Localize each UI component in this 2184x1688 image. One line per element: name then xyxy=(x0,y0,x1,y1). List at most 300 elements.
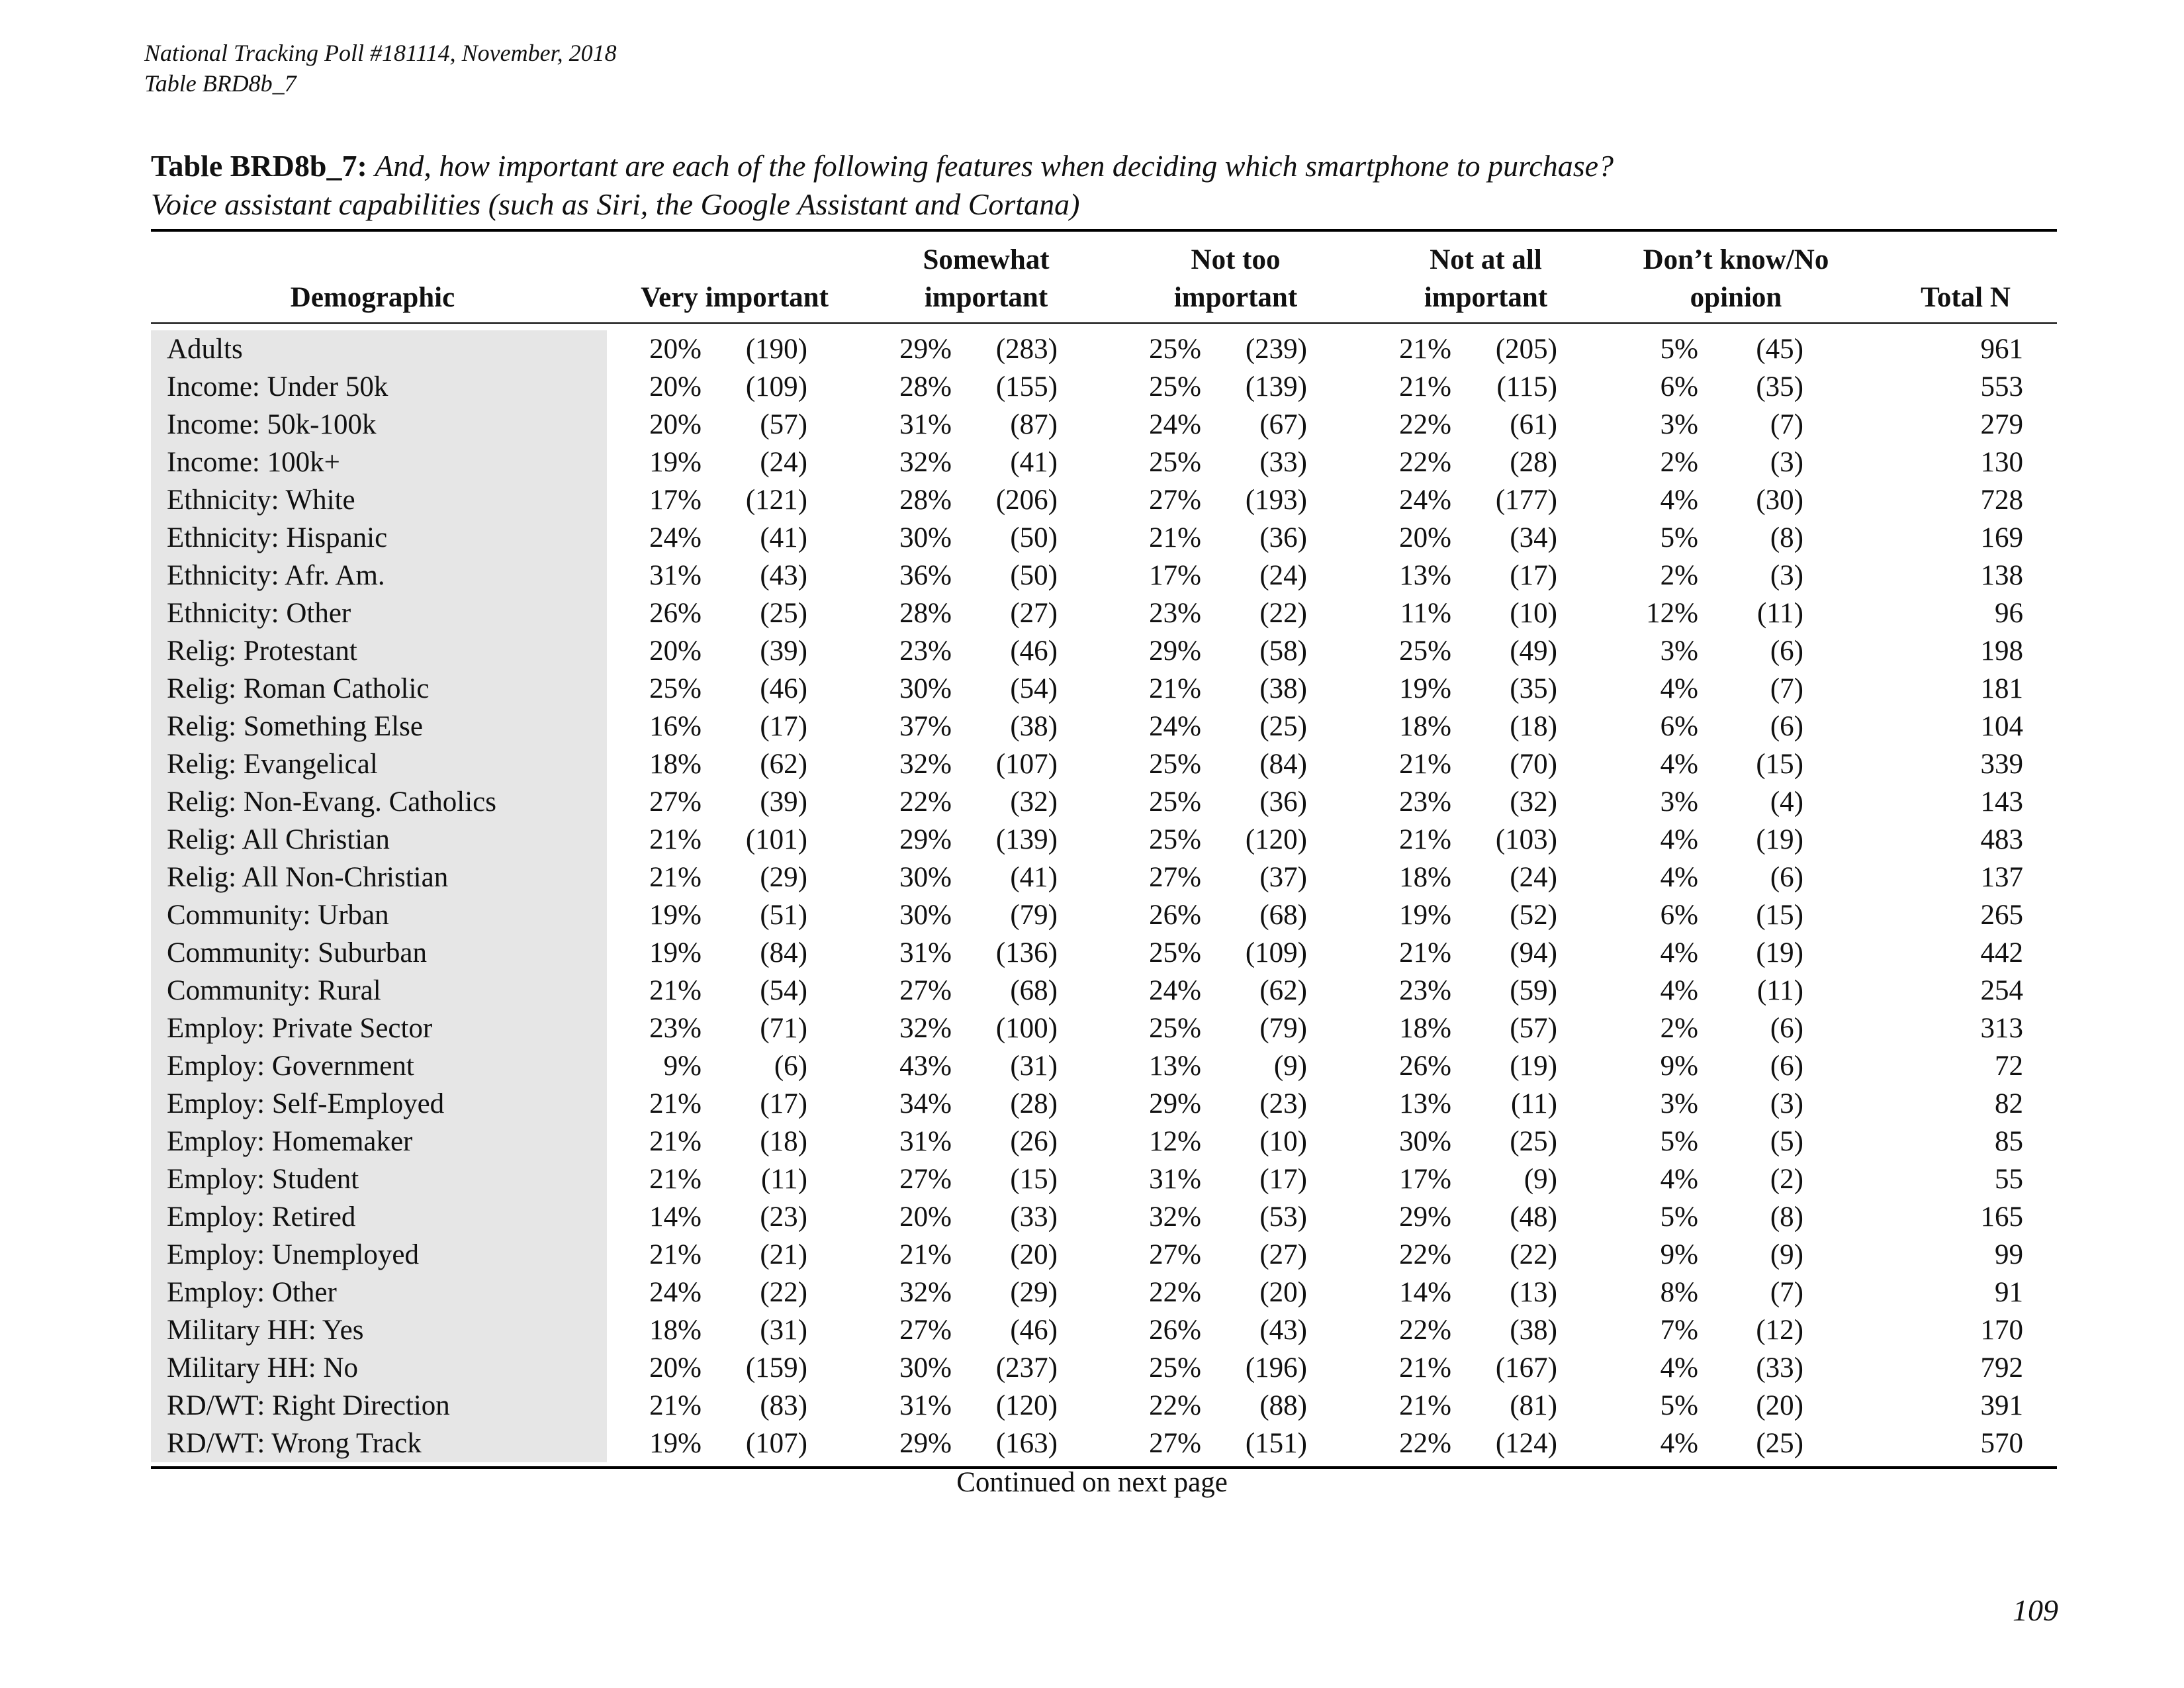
cell-total-n: 104 xyxy=(1980,711,2023,742)
cell-not-at-all-pct: 18% xyxy=(1399,1013,1451,1044)
table-row xyxy=(151,406,2057,444)
cell-dont-know-n: (35) xyxy=(1756,371,1803,402)
col-header-not-at-all-line2: important xyxy=(1424,282,1548,313)
cell-very-important-n: (17) xyxy=(760,1088,807,1119)
cell-not-at-all-n: (24) xyxy=(1510,862,1557,893)
cell-not-at-all-pct: 22% xyxy=(1399,1428,1451,1459)
cell-very-important-pct: 20% xyxy=(649,1352,702,1383)
table-row xyxy=(151,481,2057,519)
cell-very-important-n: (21) xyxy=(760,1239,807,1270)
cell-not-too-pct: 25% xyxy=(1149,334,1201,365)
cell-not-too-n: (43) xyxy=(1259,1315,1307,1346)
cell-very-important-n: (24) xyxy=(760,447,807,478)
cell-not-too-pct: 25% xyxy=(1149,786,1201,818)
cell-not-at-all-n: (52) xyxy=(1510,900,1557,931)
cell-very-important-n: (43) xyxy=(760,560,807,591)
col-header-dont-know-line1: Don’t know/No xyxy=(1643,244,1829,275)
table-row xyxy=(151,1009,2057,1047)
cell-very-important-pct: 9% xyxy=(663,1051,702,1082)
cell-very-important-pct: 21% xyxy=(649,1164,702,1195)
cell-not-too-pct: 12% xyxy=(1149,1126,1201,1157)
row-label: Military HH: No xyxy=(151,1349,607,1387)
cell-very-important-n: (62) xyxy=(760,749,807,780)
cell-very-important-pct: 21% xyxy=(649,1126,702,1157)
cell-not-at-all-pct: 14% xyxy=(1399,1277,1451,1308)
cell-not-at-all-pct: 21% xyxy=(1399,1390,1451,1421)
table-row xyxy=(151,557,2057,594)
cell-very-important-pct: 17% xyxy=(649,485,702,516)
cell-not-too-n: (58) xyxy=(1259,635,1307,667)
cell-dont-know-n: (3) xyxy=(1770,447,1803,478)
cell-very-important-pct: 19% xyxy=(649,900,702,931)
cell-not-too-n: (62) xyxy=(1259,975,1307,1006)
cell-total-n: 169 xyxy=(1980,522,2023,553)
cell-not-at-all-n: (94) xyxy=(1510,937,1557,968)
cell-dont-know-pct: 5% xyxy=(1660,334,1698,365)
cell-not-too-pct: 21% xyxy=(1149,673,1201,704)
table-row xyxy=(151,1047,2057,1085)
cell-dont-know-n: (20) xyxy=(1756,1390,1803,1421)
table-row xyxy=(151,670,2057,708)
cell-somewhat-n: (120) xyxy=(995,1390,1058,1421)
cell-not-at-all-pct: 22% xyxy=(1399,447,1451,478)
cell-somewhat-pct: 30% xyxy=(899,522,952,553)
cell-dont-know-pct: 12% xyxy=(1646,598,1698,629)
row-label: Employ: Student xyxy=(151,1160,607,1198)
cell-not-at-all-n: (124) xyxy=(1495,1428,1557,1459)
table-row xyxy=(151,1311,2057,1349)
cell-somewhat-pct: 29% xyxy=(899,1428,952,1459)
row-label: Employ: Other xyxy=(151,1274,607,1311)
cell-total-n: 792 xyxy=(1980,1352,2023,1383)
cell-very-important-n: (39) xyxy=(760,786,807,818)
cell-somewhat-n: (100) xyxy=(995,1013,1058,1044)
cell-not-too-pct: 25% xyxy=(1149,371,1201,402)
cell-dont-know-pct: 9% xyxy=(1660,1051,1698,1082)
cell-not-too-pct: 13% xyxy=(1149,1051,1201,1082)
row-label: RD/WT: Wrong Track xyxy=(151,1425,607,1462)
cell-not-too-n: (139) xyxy=(1245,371,1307,402)
cell-somewhat-n: (163) xyxy=(995,1428,1058,1459)
cell-somewhat-n: (87) xyxy=(1010,409,1058,440)
cell-not-at-all-n: (18) xyxy=(1510,711,1557,742)
cell-dont-know-pct: 5% xyxy=(1660,522,1698,553)
cell-not-at-all-pct: 23% xyxy=(1399,786,1451,818)
table-header-rule xyxy=(151,322,2057,324)
cell-not-too-n: (23) xyxy=(1259,1088,1307,1119)
cell-very-important-n: (71) xyxy=(760,1013,807,1044)
row-label: Relig: Something Else xyxy=(151,708,607,745)
cell-dont-know-pct: 4% xyxy=(1660,673,1698,704)
cell-not-at-all-pct: 23% xyxy=(1399,975,1451,1006)
cell-not-too-pct: 24% xyxy=(1149,711,1201,742)
col-header-not-too-line2: important xyxy=(1173,282,1298,313)
cell-somewhat-pct: 21% xyxy=(899,1239,952,1270)
cell-somewhat-n: (46) xyxy=(1010,1315,1058,1346)
cell-dont-know-pct: 6% xyxy=(1660,371,1698,402)
cell-not-at-all-pct: 25% xyxy=(1399,635,1451,667)
cell-very-important-n: (41) xyxy=(760,522,807,553)
col-header-somewhat-line2: important xyxy=(924,282,1048,313)
cell-not-too-pct: 27% xyxy=(1149,1428,1201,1459)
cell-dont-know-n: (9) xyxy=(1770,1239,1803,1270)
col-header-dont-know-line2: opinion xyxy=(1690,282,1782,313)
cell-not-at-all-pct: 22% xyxy=(1399,1239,1451,1270)
cell-total-n: 96 xyxy=(1995,598,2023,629)
cell-dont-know-pct: 9% xyxy=(1660,1239,1698,1270)
cell-total-n: 313 xyxy=(1980,1013,2023,1044)
col-header-demographic xyxy=(291,238,455,316)
cell-dont-know-pct: 6% xyxy=(1660,711,1698,742)
row-label: Employ: Unemployed xyxy=(151,1236,607,1274)
cell-very-important-n: (39) xyxy=(760,635,807,667)
cell-not-too-n: (53) xyxy=(1259,1201,1307,1233)
cell-dont-know-n: (6) xyxy=(1770,1051,1803,1082)
cell-not-at-all-pct: 11% xyxy=(1400,598,1451,629)
col-header-not-too-important xyxy=(1174,238,1297,316)
row-label: Employ: Homemaker xyxy=(151,1123,607,1160)
cell-very-important-n: (107) xyxy=(745,1428,807,1459)
cell-not-at-all-n: (17) xyxy=(1510,560,1557,591)
cell-not-at-all-pct: 21% xyxy=(1399,824,1451,855)
col-header-total-n-text: Total N xyxy=(1921,282,2011,313)
cell-not-too-n: (120) xyxy=(1245,824,1307,855)
cell-very-important-pct: 26% xyxy=(649,598,702,629)
cell-not-at-all-pct: 22% xyxy=(1399,409,1451,440)
table-row xyxy=(151,1236,2057,1274)
col-header-somewhat-line1: Somewhat xyxy=(923,244,1050,275)
cell-dont-know-pct: 4% xyxy=(1660,975,1698,1006)
cell-very-important-n: (190) xyxy=(745,334,807,365)
table-row xyxy=(151,594,2057,632)
cell-total-n: 82 xyxy=(1995,1088,2023,1119)
cell-dont-know-n: (2) xyxy=(1770,1164,1803,1195)
cell-very-important-pct: 31% xyxy=(649,560,702,591)
cell-dont-know-n: (19) xyxy=(1756,824,1803,855)
cell-dont-know-n: (6) xyxy=(1770,862,1803,893)
cell-total-n: 137 xyxy=(1980,862,2023,893)
cell-somewhat-n: (206) xyxy=(995,485,1058,516)
cell-total-n: 198 xyxy=(1980,635,2023,667)
cell-not-too-pct: 21% xyxy=(1149,522,1201,553)
cell-very-important-pct: 19% xyxy=(649,937,702,968)
row-label: Military HH: Yes xyxy=(151,1311,607,1349)
cell-dont-know-pct: 4% xyxy=(1660,749,1698,780)
cell-dont-know-n: (4) xyxy=(1770,786,1803,818)
cell-dont-know-n: (6) xyxy=(1770,635,1803,667)
cell-somewhat-n: (32) xyxy=(1010,786,1058,818)
cell-not-too-n: (27) xyxy=(1259,1239,1307,1270)
cell-not-at-all-n: (19) xyxy=(1510,1051,1557,1082)
cell-not-at-all-pct: 13% xyxy=(1399,560,1451,591)
cell-very-important-pct: 19% xyxy=(649,1428,702,1459)
cell-somewhat-pct: 34% xyxy=(899,1088,952,1119)
cell-total-n: 99 xyxy=(1995,1239,2023,1270)
cell-not-too-n: (193) xyxy=(1245,485,1307,516)
cell-not-at-all-pct: 21% xyxy=(1399,937,1451,968)
cell-dont-know-pct: 6% xyxy=(1660,900,1698,931)
cell-not-too-pct: 27% xyxy=(1149,485,1201,516)
table-row xyxy=(151,708,2057,745)
caption-subtitle: Voice assistant capabilities (such as Siri, the Google Assistant and Cortana) xyxy=(151,187,1080,221)
cell-not-too-pct: 22% xyxy=(1149,1390,1201,1421)
cell-not-too-pct: 29% xyxy=(1149,635,1201,667)
cell-somewhat-pct: 37% xyxy=(899,711,952,742)
cell-somewhat-n: (139) xyxy=(995,824,1058,855)
cell-somewhat-n: (38) xyxy=(1010,711,1058,742)
row-label: Relig: Evangelical xyxy=(151,745,607,783)
cell-somewhat-pct: 27% xyxy=(899,1164,952,1195)
cell-dont-know-pct: 4% xyxy=(1660,1428,1698,1459)
cell-not-too-n: (239) xyxy=(1245,334,1307,365)
row-label: Relig: Roman Catholic xyxy=(151,670,607,708)
cell-not-at-all-pct: 20% xyxy=(1399,522,1451,553)
cell-very-important-pct: 14% xyxy=(649,1201,702,1233)
row-label: Employ: Private Sector xyxy=(151,1009,607,1047)
cell-not-too-n: (38) xyxy=(1259,673,1307,704)
cell-not-at-all-n: (38) xyxy=(1510,1315,1557,1346)
cell-not-too-pct: 17% xyxy=(1149,560,1201,591)
cell-very-important-pct: 18% xyxy=(649,1315,702,1346)
cell-somewhat-n: (41) xyxy=(1010,447,1058,478)
cell-dont-know-pct: 4% xyxy=(1660,1352,1698,1383)
cell-somewhat-n: (107) xyxy=(995,749,1058,780)
cell-not-too-n: (79) xyxy=(1259,1013,1307,1044)
cell-dont-know-n: (7) xyxy=(1770,673,1803,704)
cell-not-too-pct: 25% xyxy=(1149,447,1201,478)
cell-not-too-pct: 23% xyxy=(1149,598,1201,629)
cell-not-at-all-n: (48) xyxy=(1510,1201,1557,1233)
cell-not-at-all-n: (49) xyxy=(1510,635,1557,667)
cell-dont-know-n: (25) xyxy=(1756,1428,1803,1459)
cell-dont-know-pct: 4% xyxy=(1660,824,1698,855)
cell-dont-know-pct: 5% xyxy=(1660,1126,1698,1157)
table-row xyxy=(151,632,2057,670)
cell-not-at-all-n: (22) xyxy=(1510,1239,1557,1270)
cell-total-n: 961 xyxy=(1980,334,2023,365)
cell-not-too-pct: 27% xyxy=(1149,862,1201,893)
header-table-id: Table BRD8b_7 xyxy=(144,70,296,97)
cell-not-at-all-n: (11) xyxy=(1510,1088,1557,1119)
cell-total-n: 728 xyxy=(1980,485,2023,516)
cell-dont-know-pct: 3% xyxy=(1660,1088,1698,1119)
cell-very-important-pct: 16% xyxy=(649,711,702,742)
cell-not-too-pct: 25% xyxy=(1149,749,1201,780)
cell-somewhat-pct: 31% xyxy=(899,1126,952,1157)
table-row xyxy=(151,783,2057,821)
cell-very-important-pct: 18% xyxy=(649,749,702,780)
cell-not-at-all-n: (59) xyxy=(1510,975,1557,1006)
table-row xyxy=(151,859,2057,896)
cell-dont-know-n: (11) xyxy=(1756,975,1803,1006)
cell-very-important-pct: 23% xyxy=(649,1013,702,1044)
cell-not-at-all-n: (35) xyxy=(1510,673,1557,704)
cell-somewhat-n: (15) xyxy=(1010,1164,1058,1195)
cell-somewhat-pct: 32% xyxy=(899,749,952,780)
row-label: Ethnicity: Hispanic xyxy=(151,519,607,557)
page-number: 109 xyxy=(2013,1593,2058,1627)
cell-dont-know-pct: 4% xyxy=(1660,937,1698,968)
cell-dont-know-n: (6) xyxy=(1770,711,1803,742)
cell-not-at-all-n: (10) xyxy=(1510,598,1557,629)
table-row xyxy=(151,745,2057,783)
row-label: Relig: Protestant xyxy=(151,632,607,670)
cell-somewhat-pct: 32% xyxy=(899,1013,952,1044)
cell-total-n: 570 xyxy=(1980,1428,2023,1459)
cell-very-important-n: (54) xyxy=(760,975,807,1006)
cell-not-too-pct: 25% xyxy=(1149,824,1201,855)
row-label: Income: Under 50k xyxy=(151,368,607,406)
cell-not-too-n: (36) xyxy=(1259,522,1307,553)
cell-not-at-all-n: (167) xyxy=(1495,1352,1557,1383)
cell-not-too-pct: 25% xyxy=(1149,1013,1201,1044)
cell-very-important-pct: 21% xyxy=(649,862,702,893)
row-label: Employ: Government xyxy=(151,1047,607,1085)
cell-not-at-all-n: (61) xyxy=(1510,409,1557,440)
cell-not-too-n: (10) xyxy=(1259,1126,1307,1157)
cell-total-n: 265 xyxy=(1980,900,2023,931)
cell-dont-know-n: (3) xyxy=(1770,1088,1803,1119)
cell-not-at-all-pct: 21% xyxy=(1399,334,1451,365)
cell-dont-know-pct: 3% xyxy=(1660,786,1698,818)
cell-somewhat-n: (68) xyxy=(1010,975,1058,1006)
cell-not-too-n: (68) xyxy=(1259,900,1307,931)
cell-very-important-n: (121) xyxy=(745,485,807,516)
cell-very-important-n: (18) xyxy=(760,1126,807,1157)
cell-somewhat-n: (31) xyxy=(1010,1051,1058,1082)
cell-somewhat-pct: 30% xyxy=(899,673,952,704)
cell-not-too-n: (109) xyxy=(1245,937,1307,968)
caption-label: Table BRD8b_7: xyxy=(151,149,367,183)
cell-not-too-pct: 31% xyxy=(1149,1164,1201,1195)
cell-not-at-all-pct: 22% xyxy=(1399,1315,1451,1346)
cell-not-too-n: (37) xyxy=(1259,862,1307,893)
cell-not-too-n: (67) xyxy=(1259,409,1307,440)
cell-very-important-pct: 20% xyxy=(649,635,702,667)
cell-dont-know-n: (5) xyxy=(1770,1126,1803,1157)
cell-very-important-n: (57) xyxy=(760,409,807,440)
cell-very-important-pct: 21% xyxy=(649,1390,702,1421)
cell-very-important-n: (109) xyxy=(745,371,807,402)
cell-somewhat-n: (79) xyxy=(1010,900,1058,931)
cell-not-too-n: (17) xyxy=(1259,1164,1307,1195)
cell-dont-know-pct: 7% xyxy=(1660,1315,1698,1346)
cell-not-too-n: (33) xyxy=(1259,447,1307,478)
table-row xyxy=(151,1198,2057,1236)
cell-somewhat-pct: 30% xyxy=(899,1352,952,1383)
cell-total-n: 279 xyxy=(1980,409,2023,440)
cell-dont-know-n: (15) xyxy=(1756,900,1803,931)
cell-not-too-n: (84) xyxy=(1259,749,1307,780)
table-row xyxy=(151,934,2057,972)
cell-total-n: 130 xyxy=(1980,447,2023,478)
cell-not-at-all-pct: 18% xyxy=(1399,711,1451,742)
table-row xyxy=(151,1349,2057,1387)
cell-very-important-n: (17) xyxy=(760,711,807,742)
row-label: Relig: All Christian xyxy=(151,821,607,859)
cell-dont-know-pct: 4% xyxy=(1660,1164,1698,1195)
cell-somewhat-pct: 30% xyxy=(899,862,952,893)
continued-note: Continued on next page xyxy=(956,1467,1228,1498)
cell-somewhat-pct: 32% xyxy=(899,1277,952,1308)
cell-somewhat-pct: 36% xyxy=(899,560,952,591)
cell-somewhat-n: (155) xyxy=(995,371,1058,402)
cell-dont-know-n: (19) xyxy=(1756,937,1803,968)
cell-somewhat-n: (54) xyxy=(1010,673,1058,704)
cell-total-n: 138 xyxy=(1980,560,2023,591)
cell-somewhat-n: (33) xyxy=(1010,1201,1058,1233)
col-header-dont-know xyxy=(1643,238,1829,316)
header-poll-title: National Tracking Poll #181114, November, 2018 xyxy=(144,40,617,66)
col-header-total-n xyxy=(1921,238,2011,316)
table-row xyxy=(151,368,2057,406)
table-top-rule xyxy=(151,229,2057,232)
cell-not-at-all-pct: 24% xyxy=(1399,485,1451,516)
cell-dont-know-n: (11) xyxy=(1756,598,1803,629)
cell-not-at-all-n: (34) xyxy=(1510,522,1557,553)
cell-somewhat-pct: 27% xyxy=(899,975,952,1006)
cell-dont-know-pct: 4% xyxy=(1660,862,1698,893)
cell-not-too-pct: 24% xyxy=(1149,409,1201,440)
cell-not-at-all-pct: 18% xyxy=(1399,862,1451,893)
table-row xyxy=(151,972,2057,1009)
cell-somewhat-pct: 27% xyxy=(899,1315,952,1346)
cell-very-important-pct: 20% xyxy=(649,334,702,365)
cell-not-too-n: (151) xyxy=(1245,1428,1307,1459)
table-row xyxy=(151,1425,2057,1462)
cell-somewhat-n: (237) xyxy=(995,1352,1058,1383)
table-row xyxy=(151,1160,2057,1198)
cell-not-at-all-n: (205) xyxy=(1495,334,1557,365)
cell-total-n: 143 xyxy=(1980,786,2023,818)
cell-dont-know-pct: 5% xyxy=(1660,1390,1698,1421)
col-header-demographic-text: Demographic xyxy=(290,282,455,313)
table-row xyxy=(151,821,2057,859)
cell-total-n: 391 xyxy=(1980,1390,2023,1421)
cell-not-too-pct: 29% xyxy=(1149,1088,1201,1119)
cell-somewhat-pct: 20% xyxy=(899,1201,952,1233)
row-label: Employ: Self-Employed xyxy=(151,1085,607,1123)
table-row xyxy=(151,330,2057,368)
cell-very-important-pct: 24% xyxy=(649,1277,702,1308)
cell-not-too-pct: 26% xyxy=(1149,900,1201,931)
cell-dont-know-n: (7) xyxy=(1770,409,1803,440)
cell-not-at-all-pct: 21% xyxy=(1399,371,1451,402)
cell-not-at-all-pct: 19% xyxy=(1399,673,1451,704)
row-label: Ethnicity: Other xyxy=(151,594,607,632)
cell-total-n: 170 xyxy=(1980,1315,2023,1346)
cell-total-n: 339 xyxy=(1980,749,2023,780)
col-header-very-important xyxy=(641,238,829,316)
cell-total-n: 553 xyxy=(1980,371,2023,402)
cell-somewhat-n: (20) xyxy=(1010,1239,1058,1270)
cell-somewhat-pct: 23% xyxy=(899,635,952,667)
cell-total-n: 91 xyxy=(1995,1277,2023,1308)
cell-not-at-all-n: (9) xyxy=(1524,1164,1557,1195)
cell-total-n: 442 xyxy=(1980,937,2023,968)
cell-somewhat-pct: 43% xyxy=(899,1051,952,1082)
row-label: Income: 50k-100k xyxy=(151,406,607,444)
cell-somewhat-n: (50) xyxy=(1010,522,1058,553)
cell-not-at-all-n: (32) xyxy=(1510,786,1557,818)
cell-very-important-pct: 27% xyxy=(649,786,702,818)
row-label: Relig: All Non-Christian xyxy=(151,859,607,896)
cell-dont-know-n: (7) xyxy=(1770,1277,1803,1308)
cell-dont-know-n: (33) xyxy=(1756,1352,1803,1383)
col-header-very-important-text: Very important xyxy=(641,282,829,313)
cell-very-important-n: (6) xyxy=(774,1051,807,1082)
cell-not-at-all-n: (28) xyxy=(1510,447,1557,478)
